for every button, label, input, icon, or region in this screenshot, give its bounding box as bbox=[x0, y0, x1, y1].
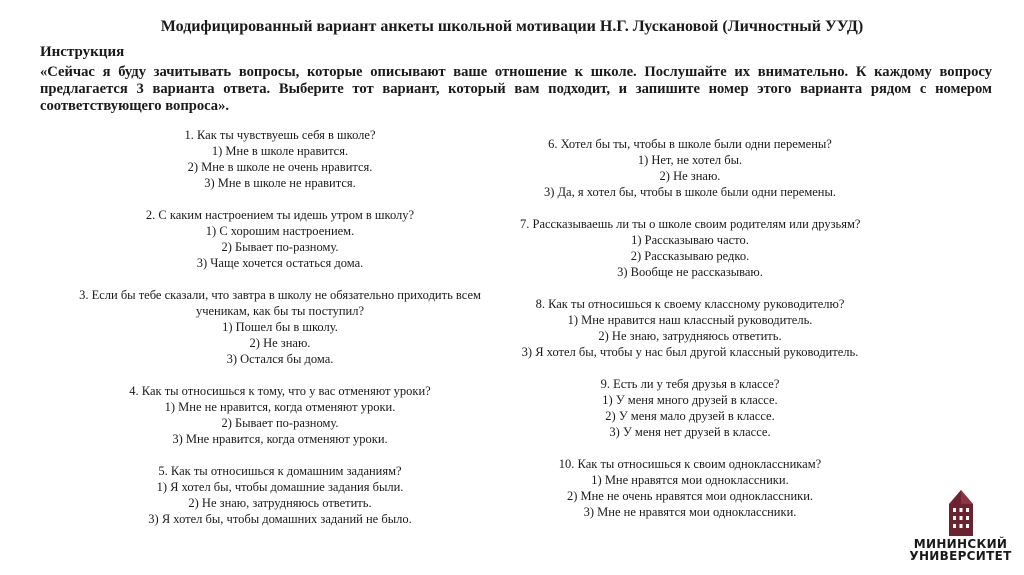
answer-option: 1) Пошел бы в школу. bbox=[222, 320, 338, 334]
question-text: 8. Как ты относишься к своему классному руководителю? bbox=[535, 297, 845, 311]
question-text: 7. Рассказываешь ли ты о школе своим родителям или друзьям? bbox=[520, 217, 861, 231]
answer-option: 1) Рассказываю часто. bbox=[631, 233, 749, 247]
logo-name-line2: УНИВЕРСИТЕТ bbox=[909, 549, 1012, 563]
logo-name-line1: МИНИНСКИЙ bbox=[913, 537, 1008, 551]
question-block bbox=[30, 383, 530, 447]
university-tower-icon bbox=[946, 490, 976, 538]
question-text: 3. Если бы тебе сказали, что завтра в школу не обязательно приходить всем bbox=[79, 288, 481, 302]
answer-option: 2) Не знаю. bbox=[659, 169, 721, 183]
question-block bbox=[30, 127, 530, 191]
questions-column-right bbox=[520, 136, 860, 520]
instruction-heading: Инструкция bbox=[40, 44, 125, 60]
answer-option: 3) Я хотел бы, чтобы у нас был другой классный руководитель. bbox=[521, 345, 859, 359]
answer-option: 3) У меня нет друзей в классе. bbox=[609, 425, 771, 439]
answer-option: 1) У меня много друзей в классе. bbox=[602, 393, 778, 407]
question-text: ученикам, как бы ты поступил? bbox=[195, 304, 365, 318]
answer-option: 1) Нет, не хотел бы. bbox=[637, 153, 743, 167]
university-logo bbox=[908, 490, 1013, 570]
question-block bbox=[520, 216, 860, 280]
question-block bbox=[520, 456, 860, 520]
answer-option: 3) Да, я хотел бы, чтобы в школе были одни перемены. bbox=[543, 185, 837, 199]
answer-option: 2) У меня мало друзей в классе. bbox=[605, 409, 775, 423]
question-text: 4. Как ты относишься к тому, что у вас отменяют уроки? bbox=[129, 384, 431, 398]
answer-option: 1) Мне в школе нравится. bbox=[211, 144, 349, 158]
question-block bbox=[30, 287, 530, 367]
answer-option: 2) Мне не очень нравятся мои одноклассники. bbox=[566, 489, 814, 503]
question-text: 9. Есть ли у тебя друзья в классе? bbox=[600, 377, 780, 391]
answer-option: 3) Мне в школе не нравится. bbox=[204, 176, 356, 190]
question-block bbox=[30, 207, 530, 271]
answer-option: 2) Мне в школе не очень нравится. bbox=[187, 160, 373, 174]
page-title: Модифицированный вариант анкеты школьной мотивации Н.Г. Лускановой (Личностный УУД) bbox=[160, 18, 864, 35]
answer-option: 3) Чаще хочется остаться дома. bbox=[196, 256, 364, 270]
answer-option: 3) Я хотел бы, чтобы домашних заданий не было. bbox=[148, 512, 412, 526]
question-block bbox=[520, 296, 860, 360]
question-block bbox=[520, 376, 860, 440]
question-text: 10. Как ты относишься к своим одноклассникам? bbox=[558, 457, 822, 471]
answer-option: 1) Я хотел бы, чтобы домашние задания были. bbox=[156, 480, 404, 494]
answer-option: 2) Не знаю, затрудняюсь ответить. bbox=[188, 496, 372, 510]
question-block bbox=[30, 463, 530, 527]
answer-option: 3) Мне нравится, когда отменяют уроки. bbox=[172, 432, 388, 446]
answer-option: 2) Бывает по-разному. bbox=[221, 416, 339, 430]
answer-option: 1) Мне нравится наш классный руководитель. bbox=[567, 313, 813, 327]
answer-option: 3) Мне не нравятся мои одноклассники. bbox=[583, 505, 797, 519]
question-text: 2. С каким настроением ты идешь утром в школу? bbox=[145, 208, 415, 222]
questions-column-left bbox=[30, 127, 530, 527]
answer-option: 1) Мне не нравится, когда отменяют уроки. bbox=[164, 400, 396, 414]
answer-option: 2) Не знаю. bbox=[249, 336, 311, 350]
answer-option: 2) Бывает по-разному. bbox=[221, 240, 339, 254]
answer-option: 3) Вообще не рассказываю. bbox=[617, 265, 763, 279]
instruction-text: «Сейчас я буду зачитывать вопросы, которые описывают ваше отношение к школе. Послушайте их внимательно. К каждому вопросу предлагается 3 варианта ответа. Выберите тот вариант, который вам подходит, и запишите номер этого варианта рядом с номером соответствующего вопроса». bbox=[40, 64, 992, 114]
question-text: 6. Хотел бы ты, чтобы в школе были одни перемены? bbox=[548, 137, 832, 151]
answer-option: 3) Остался бы дома. bbox=[226, 352, 334, 366]
question-text: 1. Как ты чувствуешь себя в школе? bbox=[184, 128, 376, 142]
answer-option: 1) Мне нравятся мои одноклассники. bbox=[591, 473, 789, 487]
question-text: 5. Как ты относишься к домашним заданиям? bbox=[158, 464, 402, 478]
question-block bbox=[520, 136, 860, 200]
answer-option: 2) Рассказываю редко. bbox=[630, 249, 750, 263]
answer-option: 2) Не знаю, затрудняюсь ответить. bbox=[598, 329, 782, 343]
answer-option: 1) С хорошим настроением. bbox=[205, 224, 355, 238]
